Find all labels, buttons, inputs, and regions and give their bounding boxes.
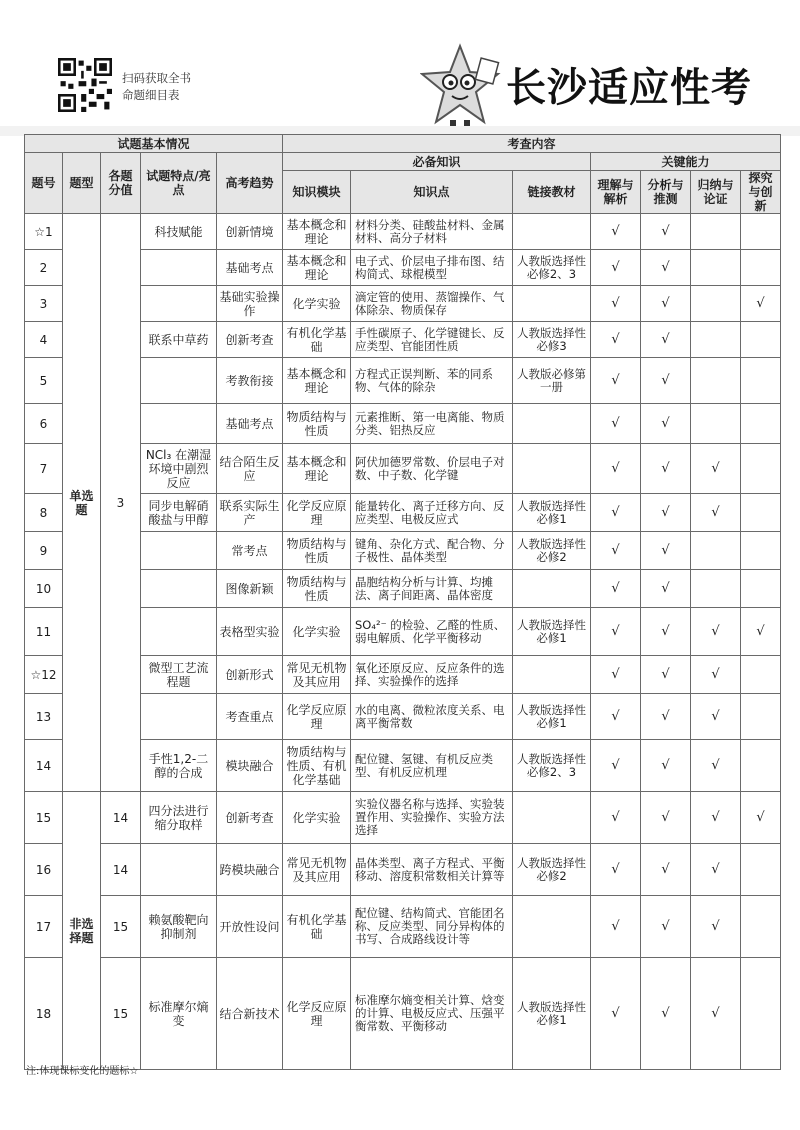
- col-trend-header: 高考趋势: [217, 153, 283, 214]
- empty-cell: [691, 358, 741, 404]
- q-trend: 创新形式: [217, 656, 283, 694]
- empty-cell: [691, 250, 741, 286]
- exam-spec-table: [24, 134, 781, 1070]
- q-feature: [141, 358, 217, 404]
- check-ability2: √: [641, 250, 691, 286]
- q-trend: 模块融合: [217, 740, 283, 792]
- q-module: 基本概念和理论: [283, 250, 351, 286]
- q-no: ☆12: [25, 656, 63, 694]
- empty-cell: [741, 250, 781, 286]
- check-ability2: √: [641, 322, 691, 358]
- col-feature-header: 试题特点/亮点: [141, 153, 217, 214]
- q-module: 化学实验: [283, 608, 351, 656]
- q-feature: [141, 250, 217, 286]
- q-no: 8: [25, 494, 63, 532]
- q-module: 基本概念和理论: [283, 214, 351, 250]
- q-module: 化学实验: [283, 286, 351, 322]
- q-points: 方程式正误判断、苯的同系物、气体的除杂: [351, 358, 513, 404]
- q-feature: 四分法进行缩分取样: [141, 792, 217, 844]
- check-ability1: √: [591, 404, 641, 444]
- q-textbook: 人教版选择性必修2、3: [513, 250, 591, 286]
- check-ability3: √: [691, 792, 741, 844]
- check-ability1: √: [591, 958, 641, 1070]
- q-trend: 创新情境: [217, 214, 283, 250]
- q-score: 14: [101, 792, 141, 844]
- table-row: [25, 844, 781, 896]
- check-ability2: √: [641, 792, 691, 844]
- q-no: 10: [25, 570, 63, 608]
- q-feature: 赖氨酸靶向抑制剂: [141, 896, 217, 958]
- q-trend: 常考点: [217, 532, 283, 570]
- q-textbook: 人教版选择性必修2: [513, 532, 591, 570]
- q-points: 标准摩尔熵变相关计算、焓变的计算、电极反应式、压强平衡常数、平衡移动: [351, 958, 513, 1070]
- q-textbook: 人教版选择性必修3: [513, 322, 591, 358]
- empty-cell: [741, 214, 781, 250]
- check-ability1: √: [591, 214, 641, 250]
- q-no: 11: [25, 608, 63, 656]
- q-feature: [141, 570, 217, 608]
- empty-cell: [741, 896, 781, 958]
- empty-cell: [741, 958, 781, 1070]
- section-non-choice: 非选择题: [63, 792, 101, 1070]
- footnote: 注:体现课标变化的题标☆: [26, 1066, 139, 1077]
- q-feature: NCl₃ 在潮湿环境中剧烈反应: [141, 444, 217, 494]
- check-ability1: √: [591, 532, 641, 570]
- empty-cell: [691, 404, 741, 444]
- q-module: 物质结构与性质: [283, 404, 351, 444]
- qr-caption-line2: 命题细目表: [122, 88, 180, 102]
- qr-code[interactable]: [58, 58, 112, 112]
- q-module: 物质结构与性质、有机化学基础: [283, 740, 351, 792]
- check-ability4: √: [741, 608, 781, 656]
- check-ability2: √: [641, 740, 691, 792]
- q-textbook: 人教版选择性必修1: [513, 608, 591, 656]
- empty-cell: [741, 322, 781, 358]
- q-points: 滴定管的使用、蒸馏操作、气体除杂、物质保存: [351, 286, 513, 322]
- q-trend: 结合陌生反应: [217, 444, 283, 494]
- q-trend: 结合新技术: [217, 958, 283, 1070]
- check-ability3: √: [691, 444, 741, 494]
- q-feature: 同步电解硝酸盐与甲醇: [141, 494, 217, 532]
- q-module: 物质结构与性质: [283, 570, 351, 608]
- table-row: [25, 792, 781, 844]
- q-feature: [141, 532, 217, 570]
- q-feature: 科技赋能: [141, 214, 217, 250]
- q-textbook: 人教版必修第一册: [513, 358, 591, 404]
- qr-caption-line1: 扫码获取全书: [122, 71, 191, 85]
- check-ability2: √: [641, 444, 691, 494]
- check-ability2: √: [641, 844, 691, 896]
- check-ability1: √: [591, 656, 641, 694]
- q-module: 物质结构与性质: [283, 532, 351, 570]
- check-ability3: √: [691, 656, 741, 694]
- check-ability1: √: [591, 286, 641, 322]
- q-no: 14: [25, 740, 63, 792]
- q-textbook: 人教版选择性必修1: [513, 494, 591, 532]
- q-trend: 基础考点: [217, 404, 283, 444]
- col-ability2-header: 分析与推测: [641, 171, 691, 214]
- q-feature: 手性1,2-二醇的合成: [141, 740, 217, 792]
- check-ability1: √: [591, 250, 641, 286]
- check-ability3: √: [691, 740, 741, 792]
- table-row: [25, 214, 781, 250]
- check-ability1: √: [591, 792, 641, 844]
- q-trend: 跨模块融合: [217, 844, 283, 896]
- q-no: 2: [25, 250, 63, 286]
- check-ability1: √: [591, 694, 641, 740]
- q-no: ☆1: [25, 214, 63, 250]
- check-ability1: √: [591, 444, 641, 494]
- check-ability2: √: [641, 570, 691, 608]
- check-ability1: √: [591, 896, 641, 958]
- star-mascot-icon: [420, 42, 502, 132]
- check-ability2: √: [641, 532, 691, 570]
- q-trend: 创新考查: [217, 792, 283, 844]
- single-score: 3: [101, 214, 141, 792]
- q-module: 化学实验: [283, 792, 351, 844]
- empty-cell: [691, 286, 741, 322]
- q-module: 有机化学基础: [283, 896, 351, 958]
- table-row: [25, 958, 781, 1070]
- check-ability3: √: [691, 958, 741, 1070]
- q-textbook: [513, 444, 591, 494]
- q-score: 14: [101, 844, 141, 896]
- q-points: 配位键、氢键、有机反应类型、有机反应机理: [351, 740, 513, 792]
- q-no: 5: [25, 358, 63, 404]
- q-no: 3: [25, 286, 63, 322]
- q-trend: 开放性设问: [217, 896, 283, 958]
- q-points: SO₄²⁻ 的检验、乙醛的性质、弱电解质、化学平衡移动: [351, 608, 513, 656]
- q-no: 6: [25, 404, 63, 444]
- q-no: 18: [25, 958, 63, 1070]
- q-feature: 联系中草药: [141, 322, 217, 358]
- check-ability3: √: [691, 896, 741, 958]
- q-trend: 表格型实验: [217, 608, 283, 656]
- check-ability1: √: [591, 608, 641, 656]
- check-ability1: √: [591, 570, 641, 608]
- q-trend: 创新考查: [217, 322, 283, 358]
- q-module: 化学反应原理: [283, 494, 351, 532]
- q-feature: [141, 286, 217, 322]
- q-textbook: [513, 404, 591, 444]
- q-points: 水的电离、微粒浓度关系、电离平衡常数: [351, 694, 513, 740]
- empty-cell: [741, 404, 781, 444]
- q-feature: [141, 694, 217, 740]
- q-module: 常见无机物及其应用: [283, 656, 351, 694]
- empty-cell: [741, 494, 781, 532]
- empty-cell: [741, 694, 781, 740]
- empty-cell: [741, 570, 781, 608]
- group-basic-header: 试题基本情况: [25, 135, 283, 153]
- q-module: 化学反应原理: [283, 958, 351, 1070]
- q-trend: 考教衔接: [217, 358, 283, 404]
- check-ability2: √: [641, 958, 691, 1070]
- q-score: 15: [101, 958, 141, 1070]
- q-score: 15: [101, 896, 141, 958]
- q-module: 基本概念和理论: [283, 358, 351, 404]
- check-ability2: √: [641, 694, 691, 740]
- check-ability2: √: [641, 656, 691, 694]
- q-trend: 联系实际生产: [217, 494, 283, 532]
- q-trend: 基础考点: [217, 250, 283, 286]
- q-points: 氧化还原反应、反应条件的选择、实验操作的选择: [351, 656, 513, 694]
- q-no: 16: [25, 844, 63, 896]
- check-ability1: √: [591, 844, 641, 896]
- check-ability3: √: [691, 494, 741, 532]
- section-single-choice: 单选题: [63, 214, 101, 792]
- q-points: 手性碳原子、化学键键长、反应类型、官能团性质: [351, 322, 513, 358]
- q-points: 材料分类、硅酸盐材料、金属材料、高分子材料: [351, 214, 513, 250]
- q-points: 配位键、结构简式、官能团名称、反应类型、同分异构体的书写、合成路线设计等: [351, 896, 513, 958]
- col-ability1-header: 理解与解析: [591, 171, 641, 214]
- q-points: 阿伏加德罗常数、价层电子对数、中子数、化学键: [351, 444, 513, 494]
- q-no: 9: [25, 532, 63, 570]
- empty-cell: [741, 358, 781, 404]
- empty-cell: [741, 656, 781, 694]
- empty-cell: [691, 570, 741, 608]
- q-points: 电子式、价层电子排布图、结构简式、球棍模型: [351, 250, 513, 286]
- q-points: 能量转化、离子迁移方向、反应类型、电极反应式: [351, 494, 513, 532]
- col-score-header: 各题分值: [101, 153, 141, 214]
- q-textbook: 人教版选择性必修1: [513, 694, 591, 740]
- check-ability2: √: [641, 494, 691, 532]
- check-ability1: √: [591, 740, 641, 792]
- q-textbook: 人教版选择性必修1: [513, 958, 591, 1070]
- q-module: 基本概念和理论: [283, 444, 351, 494]
- col-textbook-header: 链接教材: [513, 171, 591, 214]
- group-knowledge-header: 必备知识: [283, 153, 591, 171]
- q-no: 13: [25, 694, 63, 740]
- q-textbook: [513, 570, 591, 608]
- check-ability2: √: [641, 404, 691, 444]
- col-ability3-header: 归纳与论证: [691, 171, 741, 214]
- empty-cell: [741, 844, 781, 896]
- q-no: 15: [25, 792, 63, 844]
- check-ability1: √: [591, 322, 641, 358]
- check-ability1: √: [591, 494, 641, 532]
- q-trend: 图像新颖: [217, 570, 283, 608]
- q-textbook: [513, 792, 591, 844]
- q-trend: 基础实验操作: [217, 286, 283, 322]
- q-feature: 标准摩尔熵变: [141, 958, 217, 1070]
- q-module: 有机化学基础: [283, 322, 351, 358]
- check-ability4: √: [741, 792, 781, 844]
- page-title: 长沙适应性考: [506, 65, 752, 111]
- table-row: [25, 896, 781, 958]
- col-ability4-header: 探究与创新: [741, 171, 781, 214]
- col-no-header: 题号: [25, 153, 63, 214]
- q-points: 元素推断、第一电离能、物质分类、铝热反应: [351, 404, 513, 444]
- check-ability2: √: [641, 896, 691, 958]
- q-textbook: [513, 214, 591, 250]
- q-textbook: 人教版选择性必修2: [513, 844, 591, 896]
- group-ability-header: 关键能力: [591, 153, 781, 171]
- q-no: 17: [25, 896, 63, 958]
- q-feature: 微型工艺流程题: [141, 656, 217, 694]
- q-points: 晶体类型、离子方程式、平衡移动、溶度积常数相关计算等: [351, 844, 513, 896]
- q-feature: [141, 608, 217, 656]
- q-no: 7: [25, 444, 63, 494]
- q-points: 实验仪器名称与选择、实验装置作用、实验操作、实验方法选择: [351, 792, 513, 844]
- check-ability4: √: [741, 286, 781, 322]
- check-ability2: √: [641, 358, 691, 404]
- q-feature: [141, 404, 217, 444]
- q-no: 4: [25, 322, 63, 358]
- check-ability2: √: [641, 214, 691, 250]
- check-ability1: √: [591, 358, 641, 404]
- col-module-header: 知识模块: [283, 171, 351, 214]
- q-feature: [141, 844, 217, 896]
- col-points-header: 知识点: [351, 171, 513, 214]
- q-textbook: [513, 656, 591, 694]
- q-textbook: [513, 896, 591, 958]
- empty-cell: [691, 214, 741, 250]
- empty-cell: [741, 740, 781, 792]
- q-module: 化学反应原理: [283, 694, 351, 740]
- group-content-header: 考查内容: [283, 135, 781, 153]
- col-type-header: 题型: [63, 153, 101, 214]
- empty-cell: [741, 444, 781, 494]
- check-ability3: √: [691, 608, 741, 656]
- q-module: 常见无机物及其应用: [283, 844, 351, 896]
- check-ability3: √: [691, 694, 741, 740]
- empty-cell: [691, 532, 741, 570]
- q-trend: 考查重点: [217, 694, 283, 740]
- check-ability2: √: [641, 608, 691, 656]
- q-textbook: 人教版选择性必修2、3: [513, 740, 591, 792]
- q-textbook: [513, 286, 591, 322]
- empty-cell: [691, 322, 741, 358]
- q-points: 键角、杂化方式、配合物、分子极性、晶体类型: [351, 532, 513, 570]
- check-ability3: √: [691, 844, 741, 896]
- check-ability2: √: [641, 286, 691, 322]
- q-points: 晶胞结构分析与计算、均摊法、离子间距离、晶体密度: [351, 570, 513, 608]
- empty-cell: [741, 532, 781, 570]
- qr-caption: [122, 70, 191, 104]
